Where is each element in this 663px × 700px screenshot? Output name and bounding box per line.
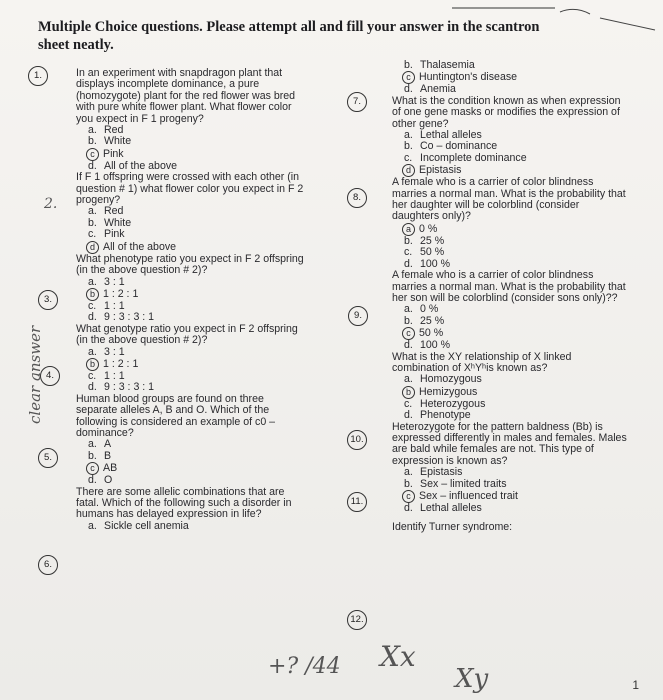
option: a. Red (88, 124, 124, 137)
question-stem: What genotype ratio you expect in F 2 offspring (in the above question # 2)? (76, 322, 298, 347)
question-number-9: 9. (348, 306, 368, 326)
option-selected: c Huntington's disease (392, 71, 628, 84)
option: c. Heterozygous (404, 397, 486, 410)
question-1 (76, 68, 308, 172)
question-number-8: 8. (347, 188, 367, 208)
option: d. 9 : 3 : 3 : 1 (88, 381, 155, 394)
option: c. 50 % (404, 246, 445, 259)
option-selected: c Pink (76, 148, 308, 161)
question-stem: In an experiment with snapdragon plant that displays incomplete dominance, a pure (homozygote) plant for the red flower was bred with pure white flower plant. What flower color you expect in F 1 progeny? (76, 67, 296, 125)
option: d. Anemia (404, 83, 456, 96)
option-selected: a 0 % (392, 223, 628, 236)
handwritten-margin-note: clear answer (26, 325, 44, 424)
option: c. 1 : 1 (88, 299, 125, 312)
option: d. Phenotype (404, 409, 471, 422)
option: b. B (88, 449, 112, 462)
option: b. Thalasemia (404, 59, 475, 71)
option: b. 25 % (404, 314, 445, 327)
right-column (392, 60, 628, 534)
question-4 (76, 324, 308, 394)
option: a. Sickle cell anemia (88, 519, 189, 532)
question-number-3: 3. (38, 290, 58, 310)
option: a. A (88, 438, 112, 451)
option: a. Lethal alleles (404, 129, 482, 142)
question-11 (392, 422, 628, 515)
option: a. 3 : 1 (88, 275, 125, 288)
question-number-1: 1. (28, 66, 48, 86)
question-number-10: 10. (347, 430, 367, 450)
header-line-1: Multiple Choice questions. Please attempt all and fill your answer in the scantron (38, 19, 540, 35)
question-number-12: 12. (347, 610, 367, 630)
question-number-7: 7. (347, 92, 367, 112)
option: b. White (88, 135, 132, 148)
question-stem: There are some allelic combinations that are fatal. Which of the following such a disorder in humans has delayed expression in life? (76, 485, 292, 521)
question-number-2-handwritten: 2. (44, 196, 58, 212)
option-selected: b Hemizygous (392, 386, 628, 399)
option-selected: d All of the above (76, 241, 308, 254)
handwritten-score: +? /44 (268, 654, 341, 679)
option: d. 100 % (404, 257, 451, 270)
option: b. Co – dominance (404, 140, 498, 153)
question-6 (76, 487, 308, 533)
question-8 (392, 177, 628, 270)
handwritten-xy: Xy (455, 664, 489, 694)
instructions-header (38, 18, 598, 54)
question-number-11: 11. (347, 492, 367, 512)
question-stem: A female who is a carrier of color blindness marries a normal man. What is the probability that her daughter will be colorblind (consider daughters only)? (392, 176, 626, 223)
question-stem: What phenotype ratio you expect in F 2 offspring (in the above question # 2)? (76, 252, 304, 277)
question-9 (392, 270, 628, 351)
question-stem: Human blood groups are found on three separate alleles A, B and O. Which of the following is considered an example of c0 – dominance? (76, 392, 276, 439)
option-selected: c Sex – influenced trait (392, 490, 628, 503)
option: d. 9 : 3 : 3 : 1 (88, 311, 155, 324)
header-line-2: sheet neatly. (38, 37, 114, 53)
question-number-4: 4. (40, 366, 60, 386)
option: a. Red (88, 205, 124, 218)
option: b. Sex – limited traits (404, 477, 507, 490)
question-10 (392, 352, 628, 422)
option-selected: c AB (76, 462, 308, 475)
question-5 (76, 394, 308, 487)
left-column (76, 68, 308, 532)
question-3 (76, 254, 308, 324)
question-number-6: 6. (38, 555, 58, 575)
option: a. Epistasis (404, 466, 463, 479)
option: d. 100 % (404, 339, 451, 352)
question-number-5: 5. (38, 448, 58, 468)
question-2 (76, 172, 308, 253)
option: a. 0 % (404, 303, 439, 316)
option-selected: d Epistasis (392, 164, 628, 177)
option: a. Homozygous (404, 373, 482, 386)
option: d. All of the above (88, 159, 178, 172)
option: b. 25 % (404, 234, 445, 247)
option: c. 1 : 1 (88, 369, 125, 382)
question-stem: Heterozygote for the pattern baldness (Bb) is expressed differently in males and females. Males are bald while females are not. This type of expression is known as? (392, 420, 627, 467)
question-6-continued (392, 60, 628, 96)
option-selected: c 50 % (392, 327, 628, 340)
question-7 (392, 96, 628, 177)
question-stem: What is the condition known as when expression of one gene masks or modifies the expression of other gene? (392, 94, 621, 130)
option-selected: b 1 : 2 : 1 (76, 288, 308, 301)
option: d. Lethal alleles (404, 502, 482, 514)
handwritten-xx: Xx (380, 640, 416, 673)
option: a. 3 : 1 (88, 345, 125, 358)
option: c. Incomplete dominance (404, 151, 527, 164)
option: c. Pink (88, 228, 125, 241)
option: b. White (88, 216, 132, 229)
question-stem: A female who is a carrier of color blindness marries a normal man. What is the probability that her son will be colorblind (consider sons only)?? (392, 269, 626, 304)
question-stem: If F 1 offspring were crossed with each other (in question # 1) what flower color you expect in F 2 progeny? (76, 171, 304, 207)
question-12 (392, 522, 628, 533)
option-selected: b 1 : 2 : 1 (76, 358, 308, 371)
question-stem: Identify Turner syndrome: (392, 521, 513, 534)
option: d. O (88, 474, 113, 487)
page-number: 1 (632, 678, 639, 692)
question-stem: What is the XY relationship of X linked combination of XʰYʰis known as? (392, 350, 572, 374)
